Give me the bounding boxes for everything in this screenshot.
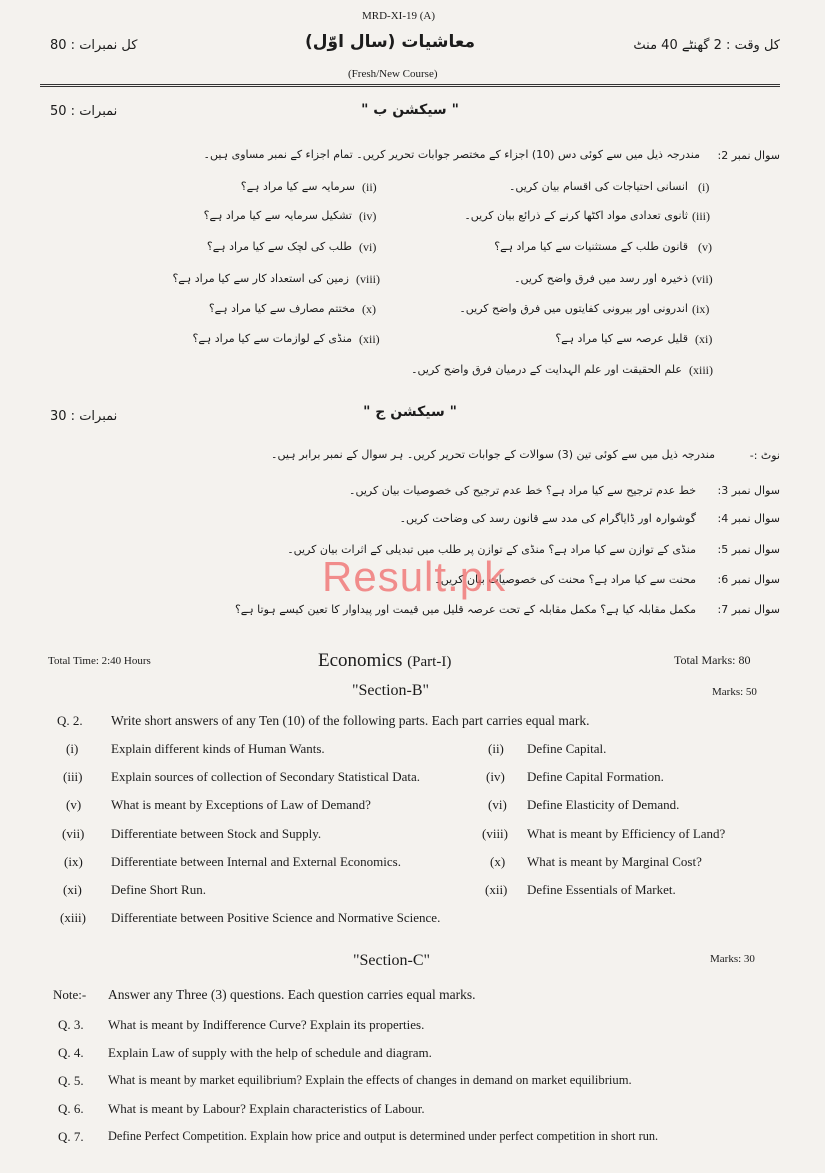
urdu-question-text: خط عدم ترجیح سے کیا مراد ہے؟ خط عدم ترجیح کی خصوصیات بیان کریں۔ [349,484,696,497]
urdu-item-num: (viii) [356,272,380,286]
part-text: Differentiate between Stock and Supply. [111,826,322,841]
question-text: What is meant by market equilibrium? Explain the effects of changes in demand on market equilibrium. [108,1073,632,1087]
urdu-item-text: سرمایہ سے کیا مراد ہے؟ [240,180,355,193]
urdu-total-time: کل وقت : 2 گھنٹے 40 منٹ [633,38,780,53]
urdu-item-num: (ix) [692,302,710,316]
urdu-item-num: (iii) [692,209,710,223]
part-number: (iii) [63,769,83,784]
section-b-heading: "Section-B" [352,682,430,699]
urdu-question-text: مکمل مقابلہ کیا ہے؟ مکمل مقابلہ کے تحت عرصہ قلیل میں قیمت اور پیداوار کا تعین کیسے ہوتا ہے؟ [234,603,696,616]
urdu-item-num: (vii) [692,272,713,286]
urdu-question-text: منڈی کے توازن سے کیا مراد ہے؟ منڈی کے توازن پر طلب میں تبدیلی کے اثرات بیان کریں۔ [287,543,696,556]
section-b-marks: Marks: 50 [712,686,757,698]
question-number: Q. 6. [58,1101,84,1116]
q2-instruction: Write short answers of any Ten (10) of the following parts. Each part carries equal mark. [111,713,590,728]
paper-title-subject: Economics [318,650,403,671]
part-number: (vi) [488,797,507,812]
urdu-item-num: (i) [698,180,710,194]
part-text: Explain different kinds of Human Wants. [111,741,325,756]
urdu-item-num: (v) [698,240,712,254]
urdu-item-text: زمین کی استعداد کار سے کیا مراد ہے؟ [172,272,349,285]
question-text: Define Perfect Competition. Explain how price and output is determined under perfect competition in short run. [108,1129,659,1143]
urdu-item-text: تشکیل سرمایہ سے کیا مراد ہے؟ [203,209,352,222]
question-number: Q. 4. [58,1045,84,1060]
part-number: (x) [490,854,506,869]
urdu-total-marks: کل نمبرات : 80 [50,38,138,53]
urdu-question-number: سوال نمبر 6: [717,573,780,586]
part-number: (ii) [488,741,504,756]
paper-title-part: (Part-I) [407,654,452,670]
urdu-question-number: سوال نمبر 3: [717,484,780,497]
urdu-item-num: (xiii) [689,363,713,377]
part-number: (iv) [486,769,505,784]
q2-number: Q. 2. [57,713,83,728]
urdu-question-text: گوشوارہ اور ڈایاگرام کی مدد سے قانون رسد کی وضاحت کریں۔ [399,512,696,525]
urdu-section-b-marks: نمبرات : 50 [50,104,118,119]
urdu-item-text: ثانوی تعدادی مواد اکٹھا کرنے کے ذرائع بیان کریں۔ [464,209,688,222]
part-text: Differentiate between Internal and External Economics. [111,854,401,869]
section-c-heading: "Section-C" [353,952,431,969]
part-text: What is meant by Marginal Cost? [527,854,702,869]
urdu-item-num: (xii) [359,332,380,346]
header-divider [40,84,780,87]
urdu-item-num: (x) [362,302,376,316]
note-label: Note:- [53,987,87,1002]
course-label: (Fresh/New Course) [348,68,438,80]
urdu-item-text: منڈی کے لوازمات سے کیا مراد ہے؟ [192,332,352,345]
urdu-section-c-marks: نمبرات : 30 [50,409,118,424]
urdu-item-num: (xi) [695,332,713,346]
urdu-question-number: سوال نمبر 4: [717,512,780,525]
question-number: Q. 5. [58,1073,84,1088]
urdu-item-text: طلب کی لچک سے کیا مراد ہے؟ [206,240,352,253]
part-number: (v) [66,797,82,812]
question-text: Explain Law of supply with the help of schedule and diagram. [108,1045,432,1060]
urdu-section-b-heading: " سیکشن ب " [361,102,459,118]
urdu-item-text: انسانی احتیاجات کی اقسام بیان کریں۔ [508,180,688,193]
urdu-item-text: اندرونی اور بیرونی کفایتوں میں فرق واضح کریں۔ [459,302,688,315]
urdu-title: معاشیات (سال اوّل) [305,32,475,52]
urdu-item-num: (ii) [362,180,377,194]
part-text: Define Capital. [527,741,607,756]
watermark: Result.pk [322,553,507,600]
urdu-note-label: نوٹ :- [749,449,780,462]
urdu-item-text: علم الحقیقت اور علم الہدایت کے درمیان فرق واضح کریں۔ [411,363,682,376]
urdu-question-number: سوال نمبر 7: [717,603,780,616]
paper-title [318,650,451,672]
urdu-item-text: مختتم مصارف سے کیا مراد ہے؟ [208,302,355,315]
part-text: Define Capital Formation. [527,769,664,784]
urdu-question-number: سوال نمبر 5: [717,543,780,556]
part-number: (vii) [62,826,85,841]
part-text: Explain sources of collection of Secondary Statistical Data. [111,769,421,784]
part-text: What is meant by Exceptions of Law of Demand? [111,797,371,812]
part-number: (xii) [485,882,508,897]
question-text: What is meant by Labour? Explain characteristics of Labour. [108,1101,425,1116]
urdu-item-num: (iv) [359,209,377,223]
urdu-item-num: (vi) [359,240,377,254]
urdu-q2-number: سوال نمبر 2: [717,149,780,162]
urdu-q2-instruction: مندرجہ ذیل میں سے کوئی دس (10) اجزاء کے مختصر جوابات تحریر کریں۔ تمام اجزاء کے نمبر مساوی ہیں۔ [203,148,700,161]
total-time: Total Time: 2:40 Hours [48,655,151,667]
urdu-item-text: قلیل عرصہ سے کیا مراد ہے؟ [555,332,688,345]
part-number: (ix) [64,854,83,869]
part-text: What is meant by Efficiency of Land? [527,826,726,841]
urdu-section-c-heading: " سیکشن ج " [363,404,457,420]
urdu-question-text: محنت سے کیا مراد ہے؟ محنت کی خصوصیات بیان کریں۔ [434,573,696,586]
question-number: Q. 7. [58,1129,84,1144]
paper-code: MRD-XI-19 (A) [362,10,436,22]
part-text: Define Short Run. [111,882,206,897]
note-text: Answer any Three (3) questions. Each question carries equal marks. [108,987,476,1002]
urdu-note-text: مندرجہ ذیل میں سے کوئی تین (3) سوالات کے جوابات تحریر کریں۔ ہر سوال کے نمبر برابر ہیں۔ [271,448,715,461]
part-number: (viii) [482,826,508,841]
total-marks: Total Marks: 80 [674,653,751,667]
urdu-item-text: قانون طلب کے مستثنیات سے کیا مراد ہے؟ [494,240,688,253]
part-number: (xi) [63,882,82,897]
question-number: Q. 3. [58,1017,84,1032]
section-c-marks: Marks: 30 [710,953,755,965]
part-number: (i) [66,741,79,756]
part-text: Define Essentials of Market. [527,882,676,897]
part-text: Differentiate between Positive Science and Normative Science. [111,910,441,925]
urdu-item-text: ذخیرہ اور رسد میں فرق واضح کریں۔ [514,272,688,285]
question-text: What is meant by Indifference Curve? Explain its properties. [108,1017,425,1032]
part-number: (xiii) [60,910,86,925]
part-text: Define Elasticity of Demand. [527,797,680,812]
